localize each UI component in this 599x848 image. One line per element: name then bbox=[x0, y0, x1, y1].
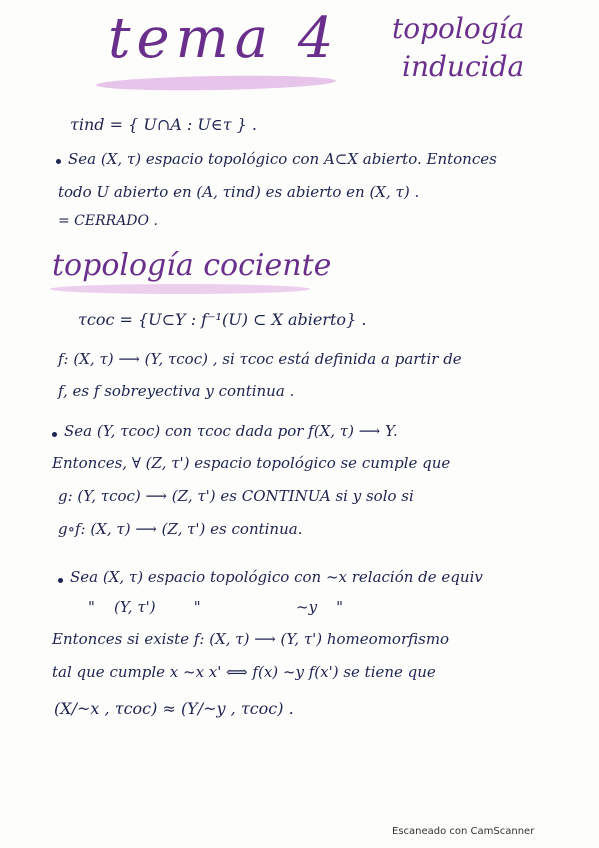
induced-bullet-line3: = CERRADO . bbox=[58, 213, 158, 229]
section-highlight bbox=[50, 284, 310, 294]
induced-definition: τind = { U∩A : U∈τ } . bbox=[70, 115, 257, 134]
page-title: tema 4 bbox=[108, 6, 340, 71]
quotient-bullet1-line1: Sea (Y, τcoc) con τcoc dada por f(X, τ) ⟶ Y. bbox=[64, 422, 398, 440]
bullet-dot bbox=[58, 578, 63, 583]
section-heading: topología cociente bbox=[52, 248, 332, 283]
quotient-definition: τcoc = {U⊂Y : f⁻¹(U) ⊂ X abierto} . bbox=[78, 310, 367, 329]
bullet-dot bbox=[52, 432, 57, 437]
quotient-bullet2-line2: " (Y, τ') " ~y " bbox=[88, 598, 344, 616]
scanner-watermark: Escaneado con CamScanner bbox=[392, 826, 535, 837]
title-side-line2: inducida bbox=[402, 50, 525, 83]
induced-bullet-line1: Sea (X, τ) espacio topológico con A⊂X abierto. Entonces bbox=[68, 150, 497, 168]
quotient-bullet2-line3: Entonces si existe f: (X, τ) ⟶ (Y, τ') homeomorfismo bbox=[52, 630, 450, 648]
quotient-map-line1: f: (X, τ) ⟶ (Y, τcoc) , si τcoc está definida a partir de bbox=[58, 350, 462, 368]
quotient-bullet1-line2: Entonces, ∀ (Z, τ') espacio topológico se cumple que bbox=[52, 454, 451, 472]
bullet-dot bbox=[56, 159, 61, 164]
induced-bullet-line2: todo U abierto en (A, τind) es abierto en (X, τ) . bbox=[58, 183, 420, 201]
title-side-line1: topología bbox=[392, 12, 525, 45]
quotient-bullet2-line5: (X/~x , τcoc) ≈ (Y/~y , τcoc) . bbox=[54, 699, 294, 718]
quotient-bullet2-line1: Sea (X, τ) espacio topológico con ~x relación de equiv bbox=[70, 568, 483, 586]
quotient-bullet2-line4: tal que cumple x ~x x' ⟺ f(x) ~y f(x') se tiene que bbox=[52, 663, 436, 681]
quotient-bullet1-line3: g: (Y, τcoc) ⟶ (Z, τ') es CONTINUA si y solo si bbox=[58, 487, 414, 505]
title-highlight bbox=[96, 74, 336, 92]
quotient-bullet1-line4: g∘f: (X, τ) ⟶ (Z, τ') es continua. bbox=[58, 520, 303, 538]
quotient-map-line2: f, es f sobreyectiva y continua . bbox=[58, 382, 295, 400]
